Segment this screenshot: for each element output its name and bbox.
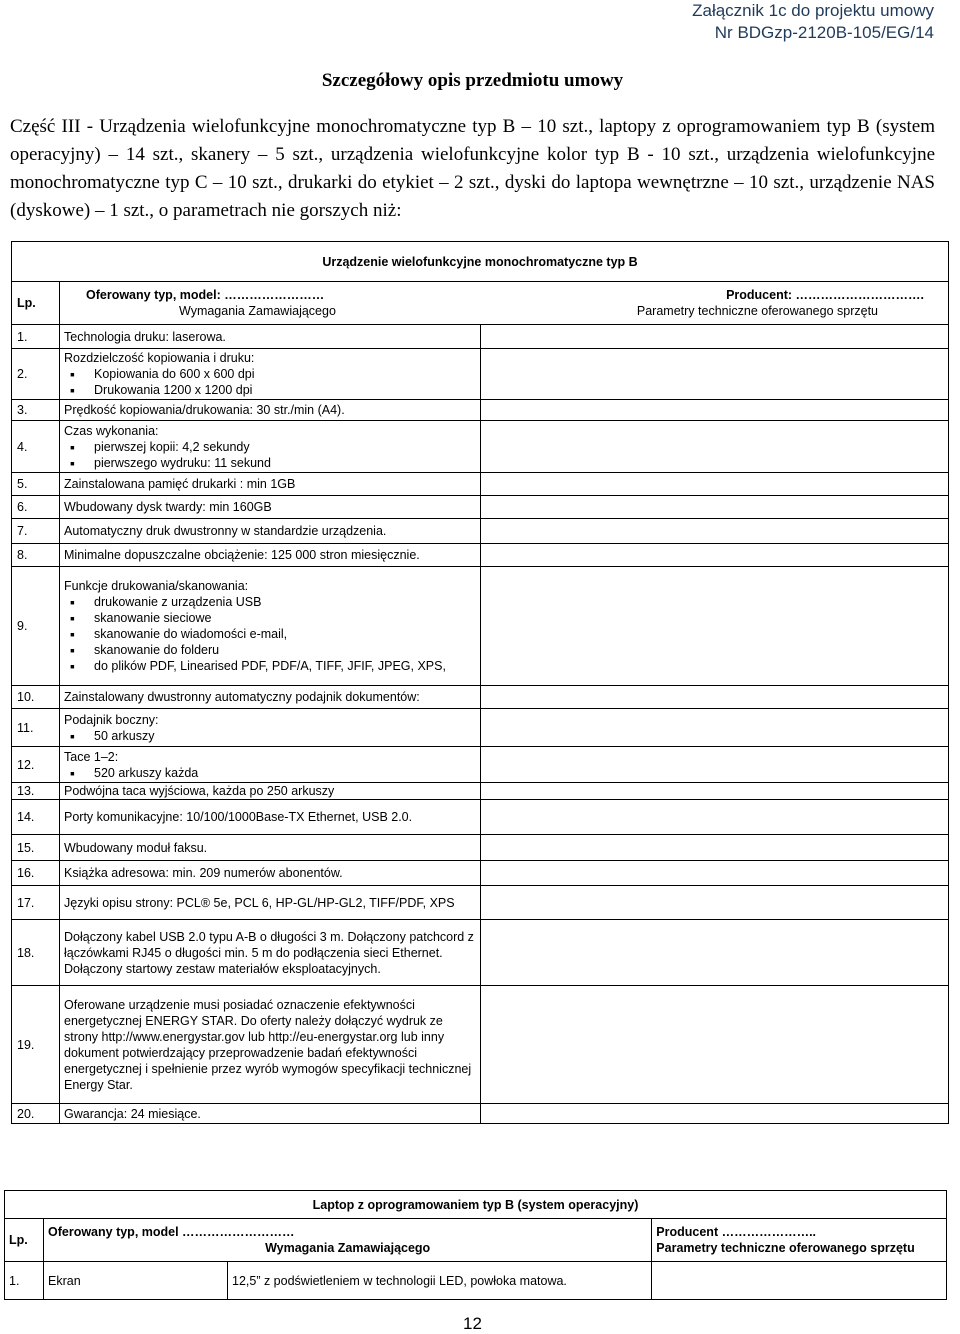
row-number: 8. [12, 544, 60, 567]
lp-header: Lp. [12, 282, 60, 325]
row-requirement [60, 835, 481, 861]
row-requirement [60, 496, 481, 519]
table-row [12, 1104, 949, 1124]
reference-number: Nr BDGzp-2120B-105/EG/14 [714, 23, 934, 42]
row-parameter-cell [481, 747, 949, 783]
row-requirement [60, 920, 481, 986]
requirement-text: Oferowane urządzenie musi posiadać oznaczenie efektywności energetycznej ENERGY STAR. Do oferty należy dołączyć wydruk ze strony http://www.energystar.gov lub http://eu-energystar.org lub inny dokument potwierdzający przeprowadzenie badań efektywności energetycznej i spełnienie przez wyrób wymogów specyfikacji technicznej Energy Star. [64, 997, 472, 1092]
page-title: Szczegółowy opis przedmiotu umowy [321, 70, 624, 91]
row-number: 2. [12, 349, 60, 400]
table-row [12, 686, 949, 709]
row-number: 4. [12, 421, 60, 473]
requirement-text: Języki opisu strony: PCL® 5e, PCL 6, HP-GL/HP-GL2, TIFF/PDF, XPS [64, 895, 455, 910]
row-number: 19. [12, 986, 60, 1104]
table-row [12, 886, 949, 920]
list-item: ▪ pierwszego wydruku: 11 sekund [94, 455, 476, 471]
row-requirement: 12,5” z podświetleniem w technologii LED, powłoka matowa. [228, 1262, 652, 1300]
row-parameter-cell [481, 986, 949, 1104]
table-row [12, 519, 949, 544]
row-number: 10. [12, 686, 60, 709]
producer-label: Producent: …………………………. [726, 288, 924, 302]
attachment-label: Załącznik 1c do projektu umowy [692, 1, 934, 20]
row-parameter-cell [481, 325, 949, 349]
row-requirement [60, 861, 481, 886]
requirement-text: Zainstalowany dwustronny automatyczny podajnik dokumentów: [64, 690, 420, 704]
requirement-list [64, 594, 476, 674]
row-number: 20. [12, 1104, 60, 1124]
requirements-header-laptop: Wymagania Zamawiającego [265, 1241, 431, 1255]
row-requirement [60, 686, 481, 709]
requirement-text: Funkcje drukowania/skanowania: [64, 579, 249, 593]
row-requirement [60, 325, 481, 349]
requirement-text: Tace 1–2: [64, 749, 119, 764]
row-requirement [60, 747, 481, 783]
requirement-text: Automatyczny druk dwustronny w standardzie urządzenia. [64, 524, 387, 538]
table-row [12, 709, 949, 747]
row-requirement [60, 709, 481, 747]
row-parameter-cell [481, 709, 949, 747]
intro-paragraph: Część III - Urządzenia wielofunkcyjne monochromatyczne typ B – 10 szt., laptopy z oprogramowaniem typ B (system operacyjny) – 14 szt., skanery – 5 szt., urządzenia wielofunkcyjne kolor typ B - 10 szt., urządzenia wielofunkcyjne monochromatyczne typ C – 10 szt., drukarki do etykiet – 2 szt., dyski do laptopa wewnętrzne – 10 szt., urządzenie NAS (dyskowe) – 1 szt., o parametrach nie gorszych niż: [10, 116, 935, 221]
table-row [12, 800, 949, 835]
offer-header-cell [60, 282, 949, 325]
requirement-text: Porty komunikacyjne: 10/100/1000Base-TX Ethernet, USB 2.0. [64, 810, 413, 824]
row-requirement [60, 886, 481, 920]
list-item: ▪ 520 arkuszy każda [94, 765, 476, 781]
row-requirement [60, 783, 481, 800]
requirement-list [64, 366, 476, 398]
row-parameter-cell [481, 544, 949, 567]
list-item: ▪ drukowanie z urządzenia USB [94, 594, 476, 610]
row-requirement [60, 400, 481, 421]
row-number: 16. [12, 861, 60, 886]
requirement-text: Prędkość kopiowania/drukowania: 30 str./min (A4). [64, 403, 345, 417]
list-item: ▪ Drukowania 1200 x 1200 dpi [94, 382, 476, 398]
requirement-text: Wbudowany moduł faksu. [64, 840, 208, 855]
requirement-text: Podajnik boczny: [64, 712, 159, 727]
document-header [692, 0, 934, 44]
row-parameter-cell [481, 861, 949, 886]
table-row [12, 400, 949, 421]
row-parameter-cell [481, 800, 949, 835]
mfp-spec-table [11, 241, 949, 1124]
table-row [12, 747, 949, 783]
table-row [12, 325, 949, 349]
section-heading: Urządzenie wielofunkcyjne monochromatyczne typ B [12, 242, 949, 282]
row-number: 18. [12, 920, 60, 986]
requirement-text: Gwarancja: 24 miesiące. [64, 1106, 201, 1121]
table-row [12, 920, 949, 986]
row-parameter-cell [481, 686, 949, 709]
requirement-list [64, 439, 476, 471]
row-parameter-cell [481, 835, 949, 861]
row-number: 13. [12, 783, 60, 800]
offered-model-label-laptop: Oferowany typ, model ……………………… [48, 1225, 295, 1239]
row-requirement [60, 986, 481, 1104]
list-item: ▪ pierwszej kopii: 4,2 sekundy [94, 439, 476, 455]
row-number: 1. [5, 1262, 44, 1300]
row-number: 1. [12, 325, 60, 349]
row-parameter-cell [481, 1104, 949, 1124]
table-row [12, 544, 949, 567]
offered-model-label: Oferowany typ, model: …………………… [86, 288, 325, 302]
table-row [12, 421, 949, 473]
row-number: 14. [12, 800, 60, 835]
list-item: ▪ do plików PDF, Linearised PDF, PDF/A, TIFF, JFIF, JPEG, XPS, [94, 658, 476, 674]
row-number: 15. [12, 835, 60, 861]
row-parameter-cell [481, 421, 949, 473]
row-number: 7. [12, 519, 60, 544]
row-number: 3. [12, 400, 60, 421]
row-parameter-cell [481, 496, 949, 519]
producer-header-laptop [652, 1219, 947, 1262]
list-item: ▪ Kopiowania do 600 x 600 dpi [94, 366, 476, 382]
row-requirement [60, 1104, 481, 1124]
row-number: 12. [12, 747, 60, 783]
requirement-list [64, 728, 476, 744]
table-row [12, 835, 949, 861]
table-row [12, 496, 949, 519]
row-requirement [60, 567, 481, 686]
requirement-text: Książka adresowa: min. 209 numerów abonentów. [64, 866, 343, 880]
lp-header-laptop: Lp. [5, 1219, 44, 1262]
row-parameter-cell [481, 783, 949, 800]
requirement-text: Rozdzielczość kopiowania i druku: [64, 351, 255, 365]
row-parameter-cell [481, 519, 949, 544]
row-requirement [60, 349, 481, 400]
requirements-header: Wymagania Zamawiającego [179, 304, 336, 318]
table-row [12, 567, 949, 686]
requirement-text: Zainstalowana pamięć drukarki : min 1GB [64, 477, 296, 491]
row-parameter-cell [481, 886, 949, 920]
requirement-text: Dołączony kabel USB 2.0 typu A-B o długości 3 m. Dołączony patchcord z łączówkami RJ45 o długości min. 5 m do podłączenia sieci Ethernet. Dołączony startowy zestaw materiałów eksploatacyjnych. [64, 929, 474, 976]
parameters-header: Parametry techniczne oferowanego sprzętu [636, 304, 878, 318]
table-row [12, 986, 949, 1104]
row-name: Ekran [44, 1262, 228, 1300]
row-number: 6. [12, 496, 60, 519]
requirement-text: Minimalne dopuszczalne obciążenie: 125 000 stron miesięcznie. [64, 548, 420, 562]
producer-label-laptop: Producent ………………….. [656, 1225, 817, 1239]
row-number: 5. [12, 473, 60, 496]
table-row [12, 861, 949, 886]
row-requirement [60, 421, 481, 473]
requirement-text: Technologia druku: laserowa. [64, 329, 226, 344]
row-parameter-cell [481, 349, 949, 400]
requirement-text: Podwójna taca wyjściowa, każda po 250 arkuszy [64, 784, 335, 798]
list-item: ▪ skanowanie do wiadomości e-mail, [94, 626, 476, 642]
requirement-list [64, 765, 476, 781]
table-row [12, 349, 949, 400]
row-parameter-cell [481, 567, 949, 686]
row-number: 17. [12, 886, 60, 920]
row-parameter-cell [481, 473, 949, 496]
requirement-text: Wbudowany dysk twardy: min 160GB [64, 500, 272, 514]
page-number: 12 [463, 1314, 482, 1333]
row-number: 9. [12, 567, 60, 686]
parameters-header-laptop: Parametry techniczne oferowanego sprzętu [656, 1241, 915, 1255]
row-parameter-cell [481, 920, 949, 986]
row-requirement [60, 800, 481, 835]
list-item: ▪ skanowanie sieciowe [94, 610, 476, 626]
list-item: ▪ skanowanie do folderu [94, 642, 476, 658]
row-parameter-cell [652, 1262, 947, 1300]
table-row [12, 783, 949, 800]
list-item: ▪ 50 arkuszy [94, 728, 476, 744]
row-requirement [60, 473, 481, 496]
row-requirement [60, 544, 481, 567]
requirement-text: Czas wykonania: [64, 423, 159, 438]
table-row [12, 473, 949, 496]
row-number: 11. [12, 709, 60, 747]
row-requirement [60, 519, 481, 544]
section-heading-laptop: Laptop z oprogramowaniem typ B (system operacyjny) [5, 1191, 947, 1219]
offer-header-laptop [44, 1219, 652, 1262]
laptop-spec-table [4, 1190, 947, 1300]
row-parameter-cell [481, 400, 949, 421]
